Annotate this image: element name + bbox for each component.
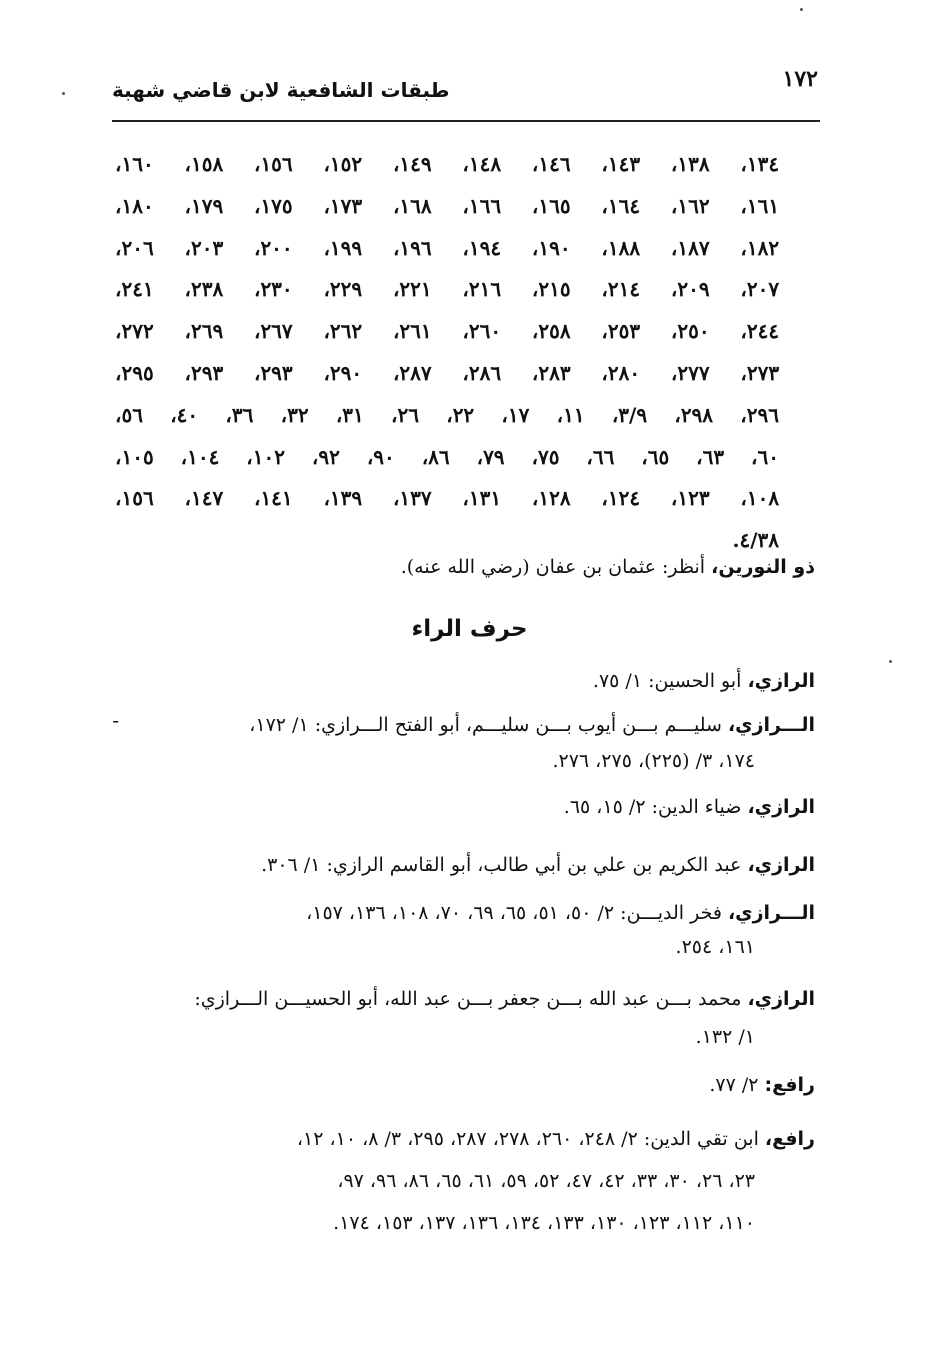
entry-continuation: ١٦١، ٢٥٤.	[675, 936, 755, 958]
index-line: ١٠٨، ١٢٣، ١٢٤، ١٢٨، ١٣١، ١٣٧، ١٣٩، ١٤١، ١٤٧، ١٥٦،	[115, 486, 780, 511]
scan-speck	[800, 8, 803, 11]
index-entry	[115, 844, 815, 886]
entry-head-word: الـــرازي،	[727, 714, 815, 736]
entry-text: ضياء الدين: ٢/ ١٥، ٦٥.	[563, 796, 748, 818]
index-entry	[115, 1118, 815, 1244]
entry-continuation: ١٧٤، ٣/ (٢٢٥)، ٢٧٥، ٢٧٦.	[552, 750, 755, 772]
entry-text: عبد الكريم بن علي بن أبي طالب، أبو القاسم الرازي: ١/ ٣٠٦.	[261, 854, 748, 876]
entry-continuation: ٢٣، ٢٦، ٣٠، ٣٣، ٤٢، ٤٧، ٥٢، ٥٩، ٦١، ٦٥، ٨٦، ٩٦، ٩٧،	[337, 1170, 755, 1192]
entry-head-word: الـــرازي،	[727, 902, 815, 924]
index-line: ١٨٢، ١٨٧، ١٨٨، ١٩٠، ١٩٤، ١٩٦، ١٩٩، ٢٠٠، ٢٠٣، ٢٠٦،	[115, 235, 780, 260]
entry-text: ٢/ ٧٧.	[709, 1074, 765, 1096]
index-line: ١٣٤، ١٣٨، ١٤٣، ١٤٦، ١٤٨، ١٤٩، ١٥٢، ١٥٦، ١٥٨، ١٦٠،	[115, 152, 780, 176]
entry-continuation: ١/ ١٣٢.	[695, 1026, 755, 1048]
entry-head-word: رافع،	[764, 1128, 815, 1150]
margin-dash: -	[112, 708, 119, 732]
index-entry	[115, 786, 815, 828]
index-entry	[115, 660, 815, 702]
index-entry-dhul-nurayn	[401, 556, 815, 578]
entry-head-word: الرازي،	[747, 796, 815, 818]
scan-speck	[889, 660, 892, 663]
index-line: ٦٠، ٦٣، ٦٥، ٦٦، ٧٥، ٧٩، ٨٦، ٩٠، ٩٢، ١٠٢، ١٠٤، ١٠٥،	[115, 444, 779, 469]
index-line: ١٦١، ١٦٢، ١٦٤، ١٦٥، ١٦٦، ١٦٨، ١٧٣، ١٧٥، ١٧٩، ١٨٠،	[115, 193, 780, 218]
book-title: طبقات الشافعية لابن قاضي شهبة	[112, 78, 450, 102]
entry-text: أنظر: عثمان بن عفان (رضي الله عنه).	[400, 556, 712, 578]
page-number: ١٧٢	[782, 66, 818, 92]
index-entry	[115, 978, 815, 1058]
entry-head-word: الرازي،	[747, 988, 815, 1010]
index-entry	[115, 1064, 815, 1106]
index-line: ٢٠٧، ٢٠٩، ٢١٤، ٢١٥، ٢١٦، ٢٢١، ٢٢٩، ٢٣٠، ٢٣٨، ٢٤١،	[115, 277, 780, 302]
entry-text: أبو الحسين: ١/ ٧٥.	[592, 670, 748, 692]
entry-head-word: ذو النورين،	[711, 556, 815, 578]
entry-head-word: الرازي،	[747, 854, 815, 876]
index-line: ٢٧٣، ٢٧٧، ٢٨٠، ٢٨٣، ٢٨٦، ٢٨٧، ٢٩٠، ٢٩٣، ٢٩٣، ٢٩٥،	[115, 360, 780, 385]
entry-text: ابن تقي الدين: ٢/ ٢٤٨، ٢٦٠، ٢٧٨، ٢٨٧، ٢٩٥، ٣/ ٨، ١٠، ١٢،	[296, 1128, 765, 1150]
running-header	[112, 60, 820, 122]
index-entry	[115, 704, 815, 782]
entry-text: سليـــم بـــن أيوب بـــن سليـــم، أبو الفتح الـــرازي: ١/ ١٧٢،	[249, 714, 728, 736]
index-line: ٤/٣٨.	[732, 528, 779, 553]
entry-head-word: الرازي،	[747, 670, 815, 692]
entry-text: فخر الديـــن: ٢/ ٥٠، ٥١، ٦٥، ٦٩، ٧٠، ١٠٨، ١٣٦، ١٥٧،	[306, 902, 728, 924]
index-continuation	[115, 144, 779, 562]
scan-speck	[62, 92, 65, 95]
entry-head-word: رافع:	[764, 1074, 815, 1096]
index-line: ٢٩٦، ٢٩٨، ٣/٩، ١١، ١٧، ٢٢، ٢٦، ٣١، ٣٢، ٣٦، ٤٠، ٥٦،	[115, 402, 779, 427]
section-heading: حرف الراء	[411, 616, 528, 642]
entry-text: محمد بـــن عبد الله بـــن جعفر بـــن عبد الله، أبو الحسيـــن الـــرازي:	[194, 988, 748, 1010]
index-line: ٢٤٤، ٢٥٠، ٢٥٣، ٢٥٨، ٢٦٠، ٢٦١، ٢٦٢، ٢٦٧، ٢٦٩، ٢٧٢،	[115, 319, 780, 344]
index-entry	[115, 892, 815, 968]
entry-continuation: ١١٠، ١١٢، ١٢٣، ١٣٠، ١٣٣، ١٣٤، ١٣٦، ١٣٧، ١٥٣، ١٧٤.	[333, 1212, 755, 1234]
